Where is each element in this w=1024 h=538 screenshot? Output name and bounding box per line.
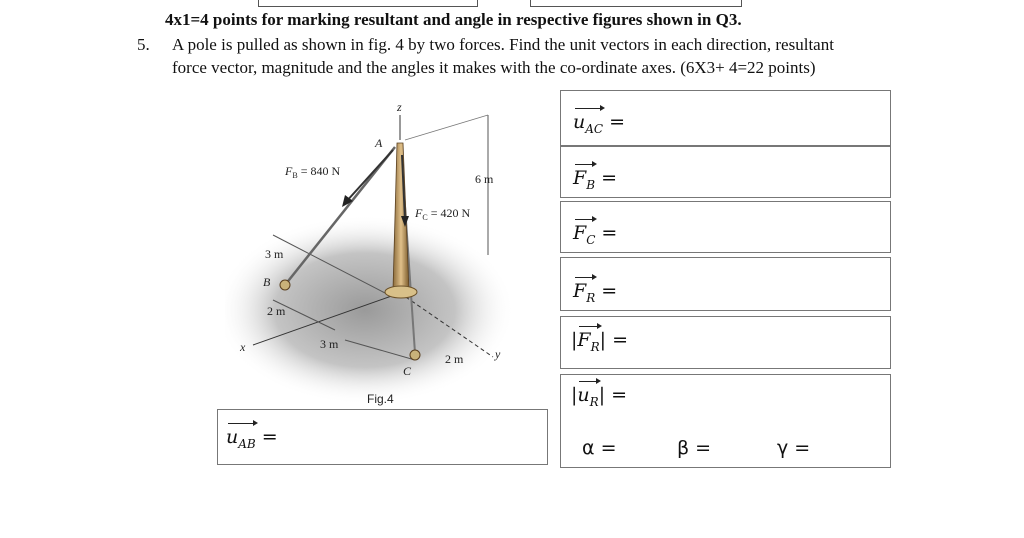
answer-box-f-r-magnitude[interactable] — [560, 316, 891, 369]
gamma-label: γ = — [777, 437, 811, 459]
answer-box-f-b[interactable] — [560, 146, 891, 198]
marking-note: 4x1=4 points for marking resultant and angle in respective figures shown in Q3. — [165, 10, 742, 29]
answer-box-u-ac[interactable] — [560, 90, 891, 146]
axis-z-label: z — [397, 100, 402, 114]
figure-caption: Fig.4 — [367, 392, 394, 406]
alpha-label: α = — [582, 437, 617, 459]
answer-box-f-c[interactable] — [560, 201, 891, 253]
anchor-b — [280, 280, 290, 290]
u-ab-label: $u_{AB}$ = — [226, 426, 278, 451]
f-r-label: $F_R$ = — [573, 280, 618, 305]
question-number: 5. — [137, 35, 150, 54]
dim-2m-right-label: 2 m — [445, 352, 464, 366]
point-a-label: A — [375, 136, 383, 150]
dim-2m-left-label: 2 m — [267, 304, 286, 318]
point-c-label: C — [403, 364, 412, 378]
pole-figure — [225, 95, 525, 415]
u-r-magnitude-label: $|u_R|$ = — [571, 384, 628, 409]
anchor-c — [410, 350, 420, 360]
u-ac-label: $u_{AC}$ = — [573, 111, 626, 136]
prev-answer-box-left — [258, 0, 478, 7]
f-b-label: $F_B$ = — [573, 167, 617, 192]
question-text-line-2: force vector, magnitude and the angles it makes with the co-ordinate axes. (6X3+ 4=22 points) — [172, 58, 816, 77]
pole-base — [385, 286, 417, 298]
point-b-label: B — [263, 275, 271, 289]
dim-3m-bottom-label: 3 m — [320, 337, 339, 351]
axis-y-label: y — [495, 347, 501, 361]
answer-box-u-ab[interactable] — [217, 409, 548, 465]
force-b-arrow — [345, 150, 393, 203]
direction-angles — [560, 433, 890, 467]
force-c-label: $F_C = 420$ N — [415, 206, 471, 222]
answer-box-f-r[interactable] — [560, 257, 891, 311]
f-r-magnitude-label: $|F_R|$ = — [571, 329, 629, 354]
beta-label: β = — [677, 437, 712, 459]
axis-x-label: x — [240, 340, 246, 354]
f-c-label: $F_C$ = — [573, 222, 618, 247]
height-dim-top-tick — [405, 115, 488, 140]
dim-3m-top-label: 3 m — [265, 247, 284, 261]
prev-answer-box-right — [530, 0, 742, 7]
question-text-line-1: A pole is pulled as shown in fig. 4 by two forces. Find the unit vectors in each direction, resultant — [172, 35, 834, 54]
height-label: 6 m — [475, 172, 494, 186]
force-b-label: $F_B = 840$ N — [285, 164, 341, 180]
